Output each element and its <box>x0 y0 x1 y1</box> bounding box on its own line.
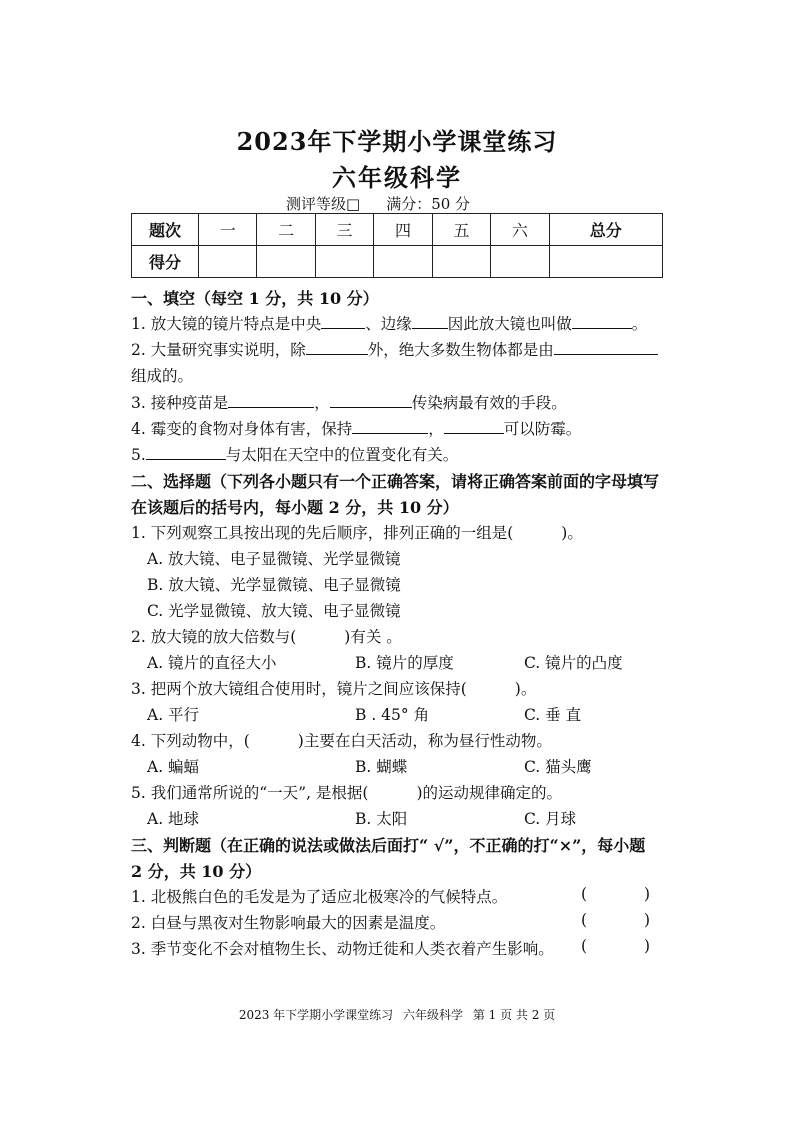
option-c: C. 镜片的凸度 <box>524 654 623 672</box>
table-cell: 一 <box>199 214 257 246</box>
question-2-4 <box>131 729 552 751</box>
question-1-4 <box>131 417 581 439</box>
table-cell: 六 <box>491 214 549 246</box>
answer-paren-close: ) <box>644 937 651 955</box>
answer-blank[interactable] <box>146 445 226 460</box>
option-a: A. 平行 <box>147 706 200 724</box>
answer-paren-open[interactable]: ( <box>581 885 588 903</box>
score-cell[interactable] <box>374 246 432 278</box>
footer-subject: 六年级科学 <box>403 1008 464 1022</box>
question-1-3 <box>131 391 567 413</box>
option-c: C. 猫头鹰 <box>524 758 592 776</box>
grade-label: 测评等级□ <box>286 195 361 213</box>
option-b: B. 镜片的厚度 <box>355 654 454 672</box>
answer-blank[interactable] <box>444 419 504 434</box>
footer-page: 第 1 页 共 2 页 <box>472 1008 556 1022</box>
question-text: ， <box>314 394 330 412</box>
option-b: B. 放大镜、光学显微镜、电子显微镜 <box>147 576 401 594</box>
question-text: )主要在白天活动，称为昼行性动物。 <box>297 732 552 750</box>
question-text: 组成的。 <box>131 367 194 385</box>
option-a: A. 蝙蝠 <box>147 758 200 776</box>
table-cell: 五 <box>432 214 490 246</box>
score-cell[interactable] <box>199 246 257 278</box>
score-cell[interactable] <box>549 246 662 278</box>
score-cell[interactable] <box>432 246 490 278</box>
question-text: 5. <box>131 446 146 464</box>
section3-heading: 三、判断题（在正确的说法或做法后面打“ √”，不正确的打“×”，每小题 <box>131 836 646 855</box>
table-cell: 三 <box>315 214 373 246</box>
answer-paren-close: ) <box>644 911 651 929</box>
answer-blank[interactable] <box>554 340 658 355</box>
table-cell: 二 <box>257 214 315 246</box>
table-cell: 四 <box>374 214 432 246</box>
option-a: A. 镜片的直径大小 <box>147 654 277 672</box>
question-text: )。 <box>561 524 583 542</box>
question-text: 、边缘 <box>365 315 412 333</box>
section2-heading: 二、选择题（下列各小题只有一个正确答案，请将正确答案前面的字母填写 <box>131 472 660 491</box>
question-1-5 <box>131 443 458 465</box>
answer-blank[interactable] <box>572 314 632 329</box>
section1-heading: 一、填空（每空 1 分，共 10 分） <box>131 289 379 308</box>
question-1-1 <box>131 312 647 334</box>
question-text: 4. 霉变的食物对身体有害，保持 <box>131 420 353 438</box>
question-text: 传染病最有效的手段。 <box>411 394 567 412</box>
exam-subtitle: 六年级科学 <box>332 163 462 192</box>
question-text: 因此放大镜也叫做 <box>447 315 572 333</box>
answer-paren-close: ) <box>644 885 651 903</box>
question-text: 可以防霉。 <box>503 420 582 438</box>
score-cell[interactable] <box>491 246 549 278</box>
question-2-3 <box>131 677 536 699</box>
option-c: C. 月球 <box>524 810 577 828</box>
option-a: A. 地球 <box>147 810 200 828</box>
answer-paren-open[interactable]: ( <box>581 937 588 955</box>
full-score: 满分：50 分 <box>386 195 471 213</box>
answer-blank[interactable] <box>412 314 448 329</box>
table-cell: 总分 <box>549 214 662 246</box>
question-text: 3. 把两个放大镜组合使用时，镜片之间应该保持( <box>131 680 467 698</box>
question-text: )有关 。 <box>344 628 402 646</box>
question-text: 2. 大量研究事实说明，除 <box>131 341 306 359</box>
footer-title: 2023 年下学期小学课堂练习 <box>238 1008 394 1022</box>
score-table-score-row <box>132 246 663 278</box>
question-text: 5. 我们通常所说的“一天”, 是根据( <box>131 784 369 802</box>
question-text: 3. 季节变化不会对植物生长、动物迁徙和人类衣着产生影响。 <box>131 940 554 958</box>
question-text: ， <box>428 420 444 438</box>
score-cell[interactable] <box>257 246 315 278</box>
question-text: 外，绝大多数生物体都是由 <box>367 341 554 359</box>
table-cell: 得分 <box>132 246 199 278</box>
question-text: 2. 放大镜的放大倍数与( <box>131 628 297 646</box>
score-table-header-row <box>132 214 663 246</box>
question-text: 1. 放大镜的镜片特点是中央 <box>131 315 322 333</box>
question-text: 1. 北极熊白色的毛发是为了适应北极寒冷的气候特点。 <box>131 888 508 906</box>
answer-blank[interactable] <box>228 393 314 408</box>
question-text: 3. 接种疫苗是 <box>131 394 229 412</box>
question-2-2 <box>131 625 402 647</box>
option-c: C. 光学显微镜、放大镜、电子显微镜 <box>147 602 401 620</box>
answer-blank[interactable] <box>321 314 365 329</box>
exam-meta <box>286 193 470 214</box>
answer-blank[interactable] <box>352 419 428 434</box>
option-a: A. 放大镜、电子显微镜、光学显微镜 <box>147 550 401 568</box>
option-b: B. 蝴蝶 <box>355 758 408 776</box>
question-text: 1. 下列观察工具按出现的先后顺序，排列正确的一组是( <box>131 524 514 542</box>
question-text: )的运动规律确定的。 <box>416 784 563 802</box>
question-text: 2. 白昼与黑夜对生物影响最大的因素是温度。 <box>131 914 446 932</box>
answer-blank[interactable] <box>306 340 368 355</box>
page-footer <box>0 1006 794 1023</box>
section2-heading-cont: 在该题后的括号内，每小题 2 分，共 10 分） <box>131 498 459 517</box>
section3-heading-cont: 2 分，共 10 分） <box>131 862 262 881</box>
table-cell: 题次 <box>132 214 199 246</box>
option-b: B. 太阳 <box>355 810 408 828</box>
question-text: )。 <box>514 680 537 698</box>
score-table <box>131 213 663 278</box>
option-c: C. 垂 直 <box>524 706 582 724</box>
question-text: 。 <box>631 315 648 333</box>
answer-paren-open[interactable]: ( <box>581 911 588 929</box>
question-2-5 <box>131 781 562 803</box>
question-text: 4. 下列动物中，( <box>131 732 250 750</box>
answer-blank[interactable] <box>330 393 412 408</box>
question-2-1 <box>131 521 583 543</box>
question-1-2 <box>131 338 658 360</box>
option-b: B . 45° 角 <box>355 706 430 724</box>
score-cell[interactable] <box>315 246 373 278</box>
question-text: 与太阳在天空中的位置变化有关。 <box>225 446 459 464</box>
exam-title: 2023年下学期小学课堂练习 <box>236 127 558 156</box>
